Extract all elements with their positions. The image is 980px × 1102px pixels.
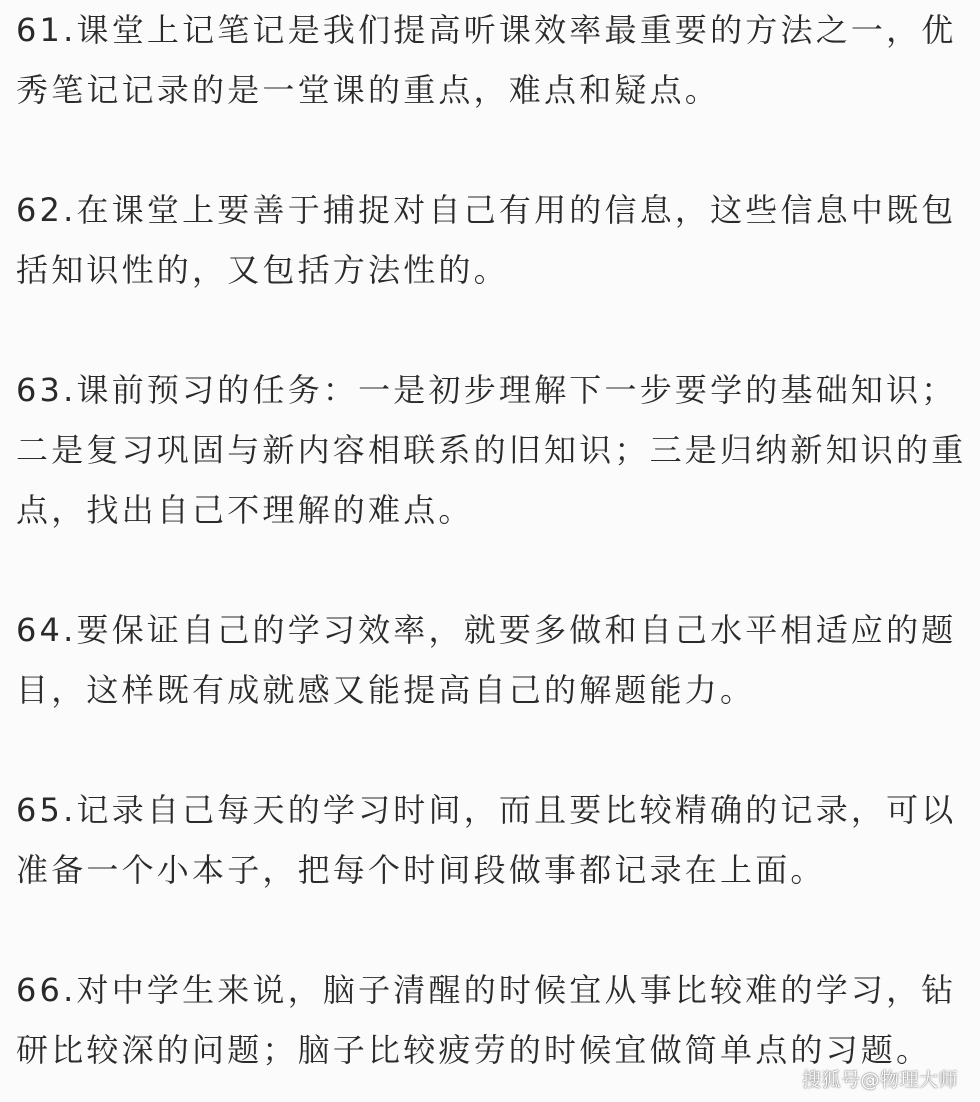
tip-64: 64.要保证自己的学习效率，就要多做和自己水平相适应的题 目，这样既有成就感又能提高自己的解题能力。 <box>16 611 957 709</box>
watermark: 搜狐号@物理大师 <box>801 1069 958 1091</box>
tip-63: 63.课前预习的任务：一是初步理解下一步要学的基础知识； 二是复习巩固与新内容相联系的旧知识；三是归纳新知识的重 点，找出自己不理解的难点。 <box>16 371 967 529</box>
tip-66: 66.对中学生来说，脑子清醒的时候宜从事比较难的学习，钻 研比较深的问题；脑子比较疲劳的时候宜做简单点的习题。 <box>16 971 957 1069</box>
tip-61: 61.课堂上记笔记是我们提高听课效率最重要的方法之一，优 秀笔记记录的是一堂课的重点，难点和疑点。 <box>16 11 957 109</box>
tip-62: 62.在课堂上要善于捕捉对自己有用的信息，这些信息中既包 括知识性的，又包括方法性的。 <box>16 191 957 289</box>
tip-65: 65.记录自己每天的学习时间，而且要比较精确的记录，可以 准备一个小本子，把每个时间段做事都记录在上面。 <box>16 791 957 889</box>
